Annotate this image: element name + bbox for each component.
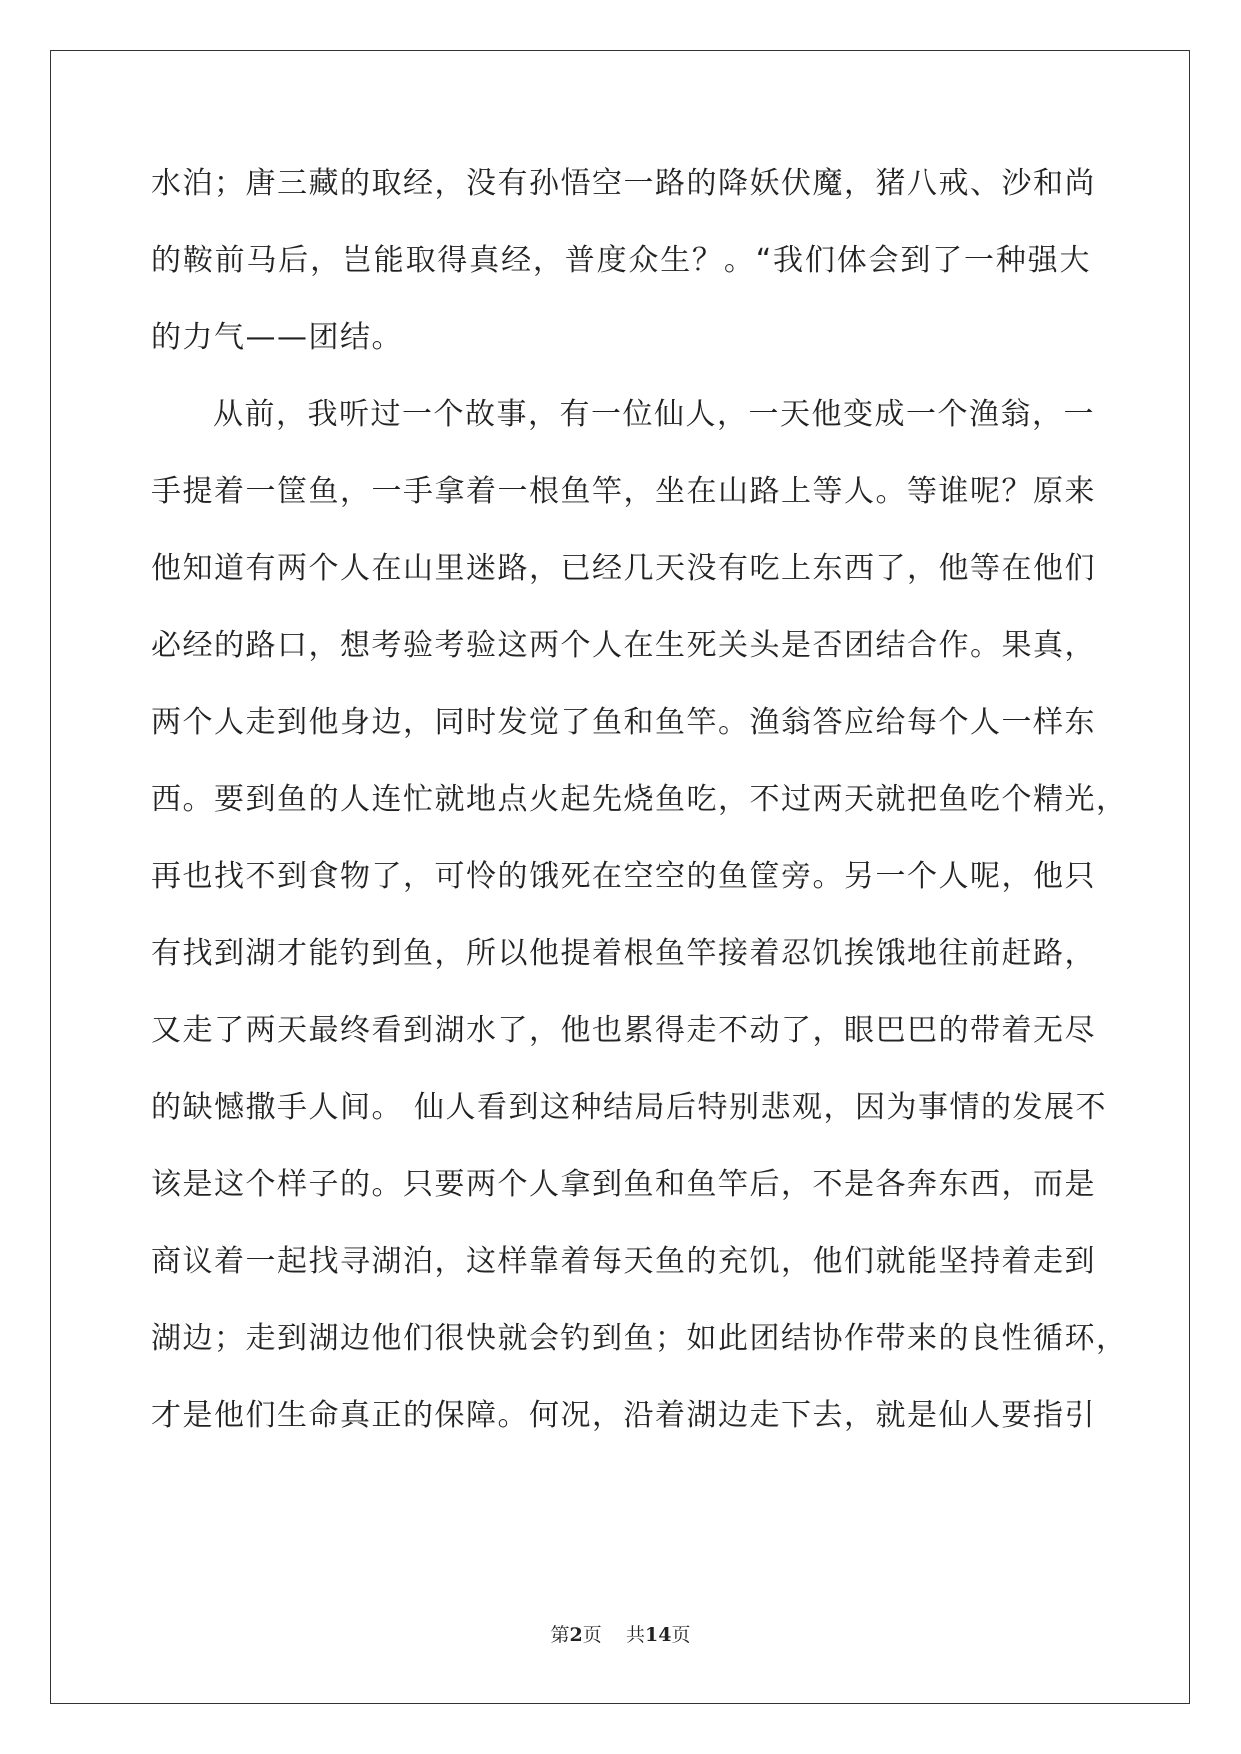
text-line: 又走了两天最终看到湖水了，他也累得走不动了，眼巴巴的带着无尽 bbox=[151, 1013, 1096, 1048]
text-line: 再也找不到食物了，可怜的饿死在空空的鱼筐旁。另一个人呢，他只 bbox=[151, 859, 1096, 894]
text-line: 的力气——团结。 bbox=[151, 320, 403, 355]
current-page-number: 2 bbox=[569, 1624, 583, 1646]
text-line: 他知道有两个人在山里迷路，已经几天没有吃上东西了，他等在他们 bbox=[151, 551, 1096, 586]
page-label-suffix: 页 bbox=[582, 1624, 602, 1646]
text-line: 才是他们生命真正的保障。何况，沿着湖边走下去，就是仙人要指引 bbox=[151, 1398, 1096, 1433]
text-line: 有找到湖才能钓到鱼，所以他提着根鱼竿接着忍饥挨饿地往前赶路， bbox=[151, 936, 1096, 971]
text-line: 的缺憾撒手人间。 仙人看到这种结局后特别悲观，因为事情的发展不 bbox=[151, 1090, 1108, 1125]
page-footer bbox=[0, 1620, 1241, 1647]
document-body bbox=[151, 160, 1128, 1469]
text-line: 该是这个样子的。只要两个人拿到鱼和鱼竿后，不是各奔东西，而是 bbox=[151, 1167, 1096, 1202]
total-label-suffix: 页 bbox=[671, 1624, 691, 1646]
text-line: 两个人走到他身边，同时发觉了鱼和鱼竿。渔翁答应给每个人一样东 bbox=[151, 705, 1096, 740]
text-line: 从前，我听过一个故事，有一位仙人，一天他变成一个渔翁，一 bbox=[213, 397, 1095, 432]
text-line: 手提着一筐鱼，一手拿着一根鱼竿，坐在山路上等人。等谁呢？原来 bbox=[151, 474, 1096, 509]
text-line: 必经的路口，想考验考验这两个人在生死关头是否团结合作。果真， bbox=[151, 628, 1096, 663]
text-line: 西。要到鱼的人连忙就地点火起先烧鱼吃，不过两天就把鱼吃个精光， bbox=[151, 782, 1128, 817]
page-label-prefix: 第 bbox=[550, 1624, 570, 1646]
text-line: 的鞍前马后，岂能取得真经，普度众生？。“我们体会到了一种强大 bbox=[151, 243, 1091, 278]
text-line: 商议着一起找寻湖泊，这样靠着每天鱼的充饥，他们就能坚持着走到 bbox=[151, 1244, 1096, 1279]
total-label-prefix: 共 bbox=[625, 1624, 645, 1646]
total-pages-number: 14 bbox=[644, 1624, 672, 1646]
text-line: 水泊；唐三藏的取经，没有孙悟空一路的降妖伏魔，猪八戒、沙和尚 bbox=[151, 166, 1096, 201]
text-line: 湖边；走到湖边他们很快就会钓到鱼；如此团结协作带来的良性循环， bbox=[151, 1321, 1128, 1356]
